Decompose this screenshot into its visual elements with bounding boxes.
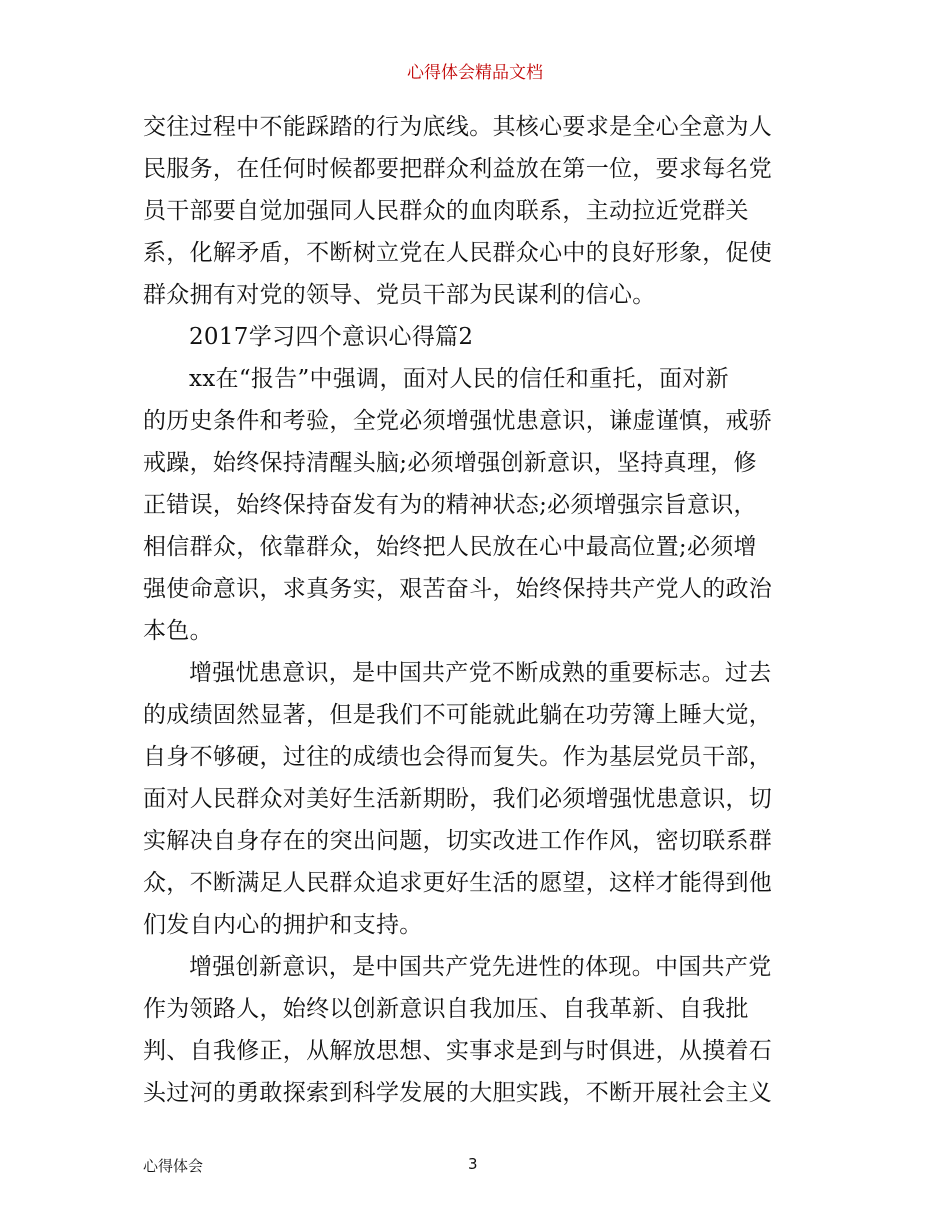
body-line: 面对人民群众对美好生活新期盼，我们必须增强忧患意识，切 bbox=[143, 786, 773, 812]
body-line: 正错误，始终保持奋发有为的精神状态;必须增强宗旨意识， bbox=[143, 492, 757, 518]
body-line: 头过河的勇敢探索到科学发展的大胆实践，不断开展社会主义 bbox=[143, 1080, 773, 1106]
body-line: 的历史条件和考验，全党必须增强忧患意识，谦虚谨慎，戒骄 bbox=[143, 408, 773, 434]
body-line: 增强忧患意识，是中国共产党不断成熟的重要标志。过去 bbox=[189, 660, 772, 686]
body-line: 群众拥有对党的领导、党员干部为民谋利的信心。 bbox=[143, 282, 656, 308]
body-line: 戒躁，始终保持清醒头脑;必须增强创新意识，坚持真理，修 bbox=[143, 450, 757, 476]
body-line: 系，化解矛盾，不断树立党在人民群众心中的良好形象，促使 bbox=[143, 240, 773, 266]
body-line: 强使命意识，求真务实，艰苦奋斗，始终保持共产党人的政治 bbox=[143, 576, 773, 602]
section-heading: 2017学习四个意识心得篇2 bbox=[189, 324, 474, 350]
body-line: 相信群众，依靠群众，始终把人民放在心中最高位置;必须增 bbox=[143, 534, 757, 560]
document-body bbox=[143, 106, 811, 1114]
body-line: 自身不够硬，过往的成绩也会得而复失。作为基层党员干部， bbox=[143, 744, 773, 770]
body-line: xx在“报告”中强调，面对人民的信任和重托，面对新 bbox=[189, 366, 729, 392]
body-line: 民服务，在任何时候都要把群众利益放在第一位，要求每名党 bbox=[143, 156, 773, 182]
body-line: 实解决自身存在的突出问题，切实改进工作作风，密切联系群 bbox=[143, 828, 773, 854]
body-line: 众，不断满足人民群众追求更好生活的愿望，这样才能得到他 bbox=[143, 870, 773, 896]
body-line: 员干部要自觉加强同人民群众的血肉联系，主动拉近党群关 bbox=[143, 198, 749, 224]
body-line: 判、自我修正，从解放思想、实事求是到与时俱进，从摸着石 bbox=[143, 1038, 773, 1064]
page-number: 3 bbox=[468, 1155, 478, 1173]
body-line: 们发自内心的拥护和支持。 bbox=[143, 912, 423, 938]
header-title: 心得体会精品文档 bbox=[407, 63, 543, 83]
body-line: 本色。 bbox=[143, 618, 213, 644]
body-line: 作为领路人，始终以创新意识自我加压、自我革新、自我批 bbox=[143, 996, 749, 1022]
body-line: 增强创新意识，是中国共产党先进性的体现。中国共产党 bbox=[189, 954, 772, 980]
footer-label: 心得体会 bbox=[143, 1157, 204, 1175]
body-line: 的成绩固然显著，但是我们不可能就此躺在功劳簿上睡大觉， bbox=[143, 702, 773, 728]
body-line: 交往过程中不能踩踏的行为底线。其核心要求是全心全意为人 bbox=[143, 114, 773, 140]
